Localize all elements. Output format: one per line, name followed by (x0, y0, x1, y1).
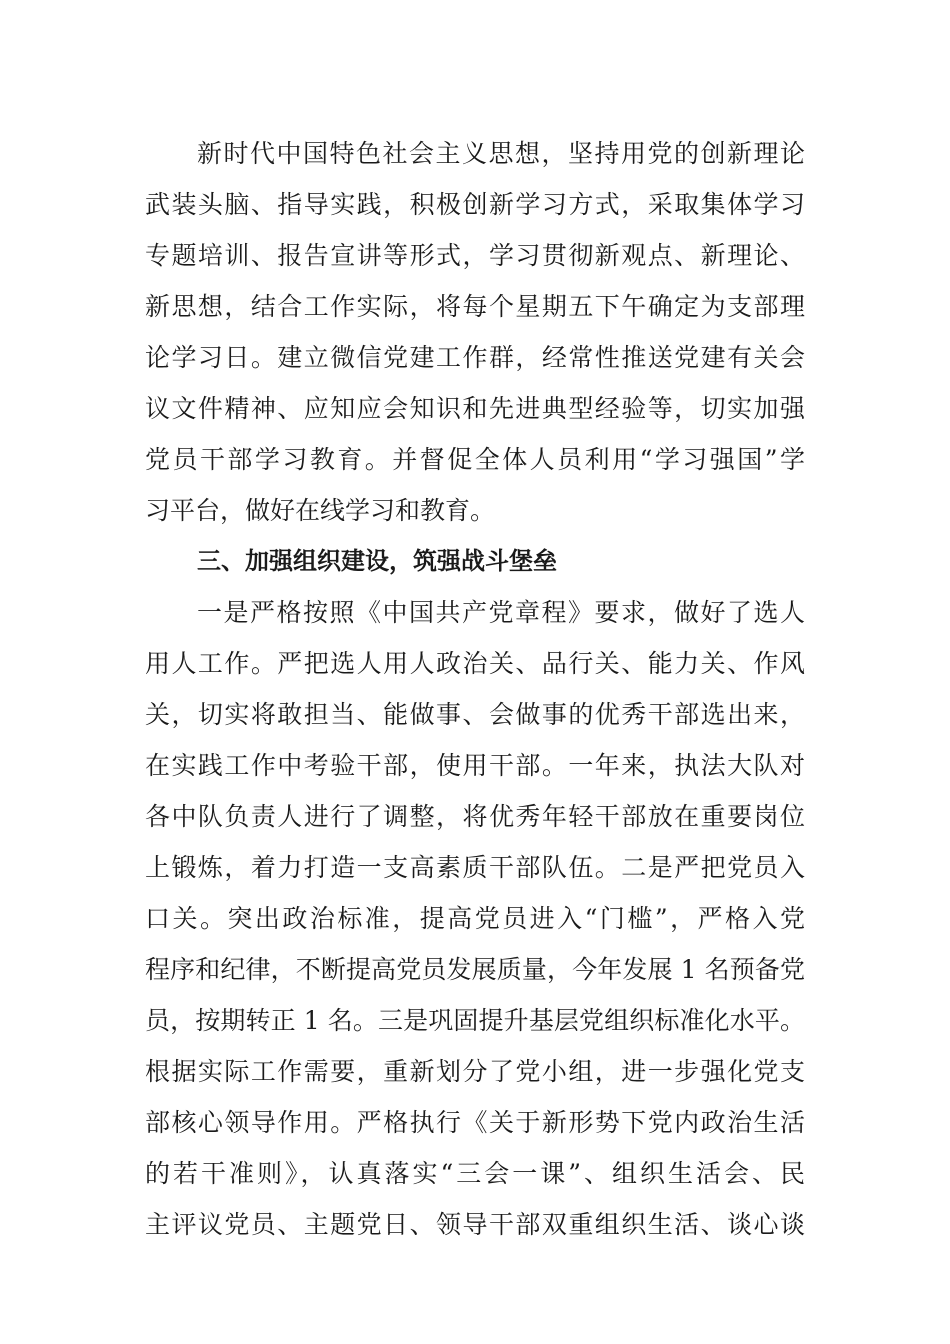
text-line: 程序和纪律，不断提高党员发展质量，今年发展 1 名预备党 (145, 955, 805, 984)
text-line: 武装头脑、指导实践，积极创新学习方式，采取集体学习 (145, 190, 805, 219)
text-line: 党员干部学习教育。并督促全体人员利用“学习强国”学 (145, 445, 805, 474)
text-line: 在实践工作中考验干部，使用干部。一年来，执法大队对 (145, 751, 805, 780)
text-line: 根据实际工作需要，重新划分了党小组，进一步强化党支 (145, 1057, 805, 1086)
text-line: 一是严格按照《中国共产党章程》要求，做好了选人 (197, 598, 805, 627)
text-line: 关，切实将敢担当、能做事、会做事的优秀干部选出来， (145, 700, 805, 729)
text-line: 新思想，结合工作实际，将每个星期五下午确定为支部理 (145, 292, 805, 321)
text-line: 部核心领导作用。严格执行《关于新形势下党内政治生活 (145, 1108, 805, 1137)
text-line: 主评议党员、主题党日、领导干部双重组织生活、谈心谈 (145, 1210, 805, 1239)
section-heading: 三、加强组织建设，筑强战斗堡垒 (197, 547, 557, 575)
text-line: 上锻炼，着力打造一支高素质干部队伍。二是严把党员入 (145, 853, 805, 882)
text-line: 员，按期转正 1 名。三是巩固提升基层党组织标准化水平。 (145, 1006, 805, 1035)
text-line: 的若干准则》，认真落实“三会一课”、组织生活会、民 (145, 1159, 805, 1188)
document-body (145, 128, 805, 1250)
text-line: 议文件精神、应知应会知识和先进典型经验等，切实加强 (145, 394, 805, 423)
text-line: 新时代中国特色社会主义思想，坚持用党的创新理论 (197, 139, 805, 168)
paragraph-organization (145, 587, 805, 1250)
text-line: 论学习日。建立微信党建工作群，经常性推送党建有关会 (145, 343, 805, 372)
text-line: 习平台，做好在线学习和教育。 (145, 496, 496, 525)
text-line: 各中队负责人进行了调整，将优秀年轻干部放在重要岗位 (145, 802, 805, 831)
text-line: 专题培训、报告宣讲等形式，学习贯彻新观点、新理论、 (145, 241, 805, 270)
text-line: 口关。突出政治标准，提高党员进入“门槛”，严格入党 (145, 904, 805, 933)
paragraph-study (145, 128, 805, 536)
text-line: 用人工作。严把选人用人政治关、品行关、能力关、作风 (145, 649, 805, 678)
